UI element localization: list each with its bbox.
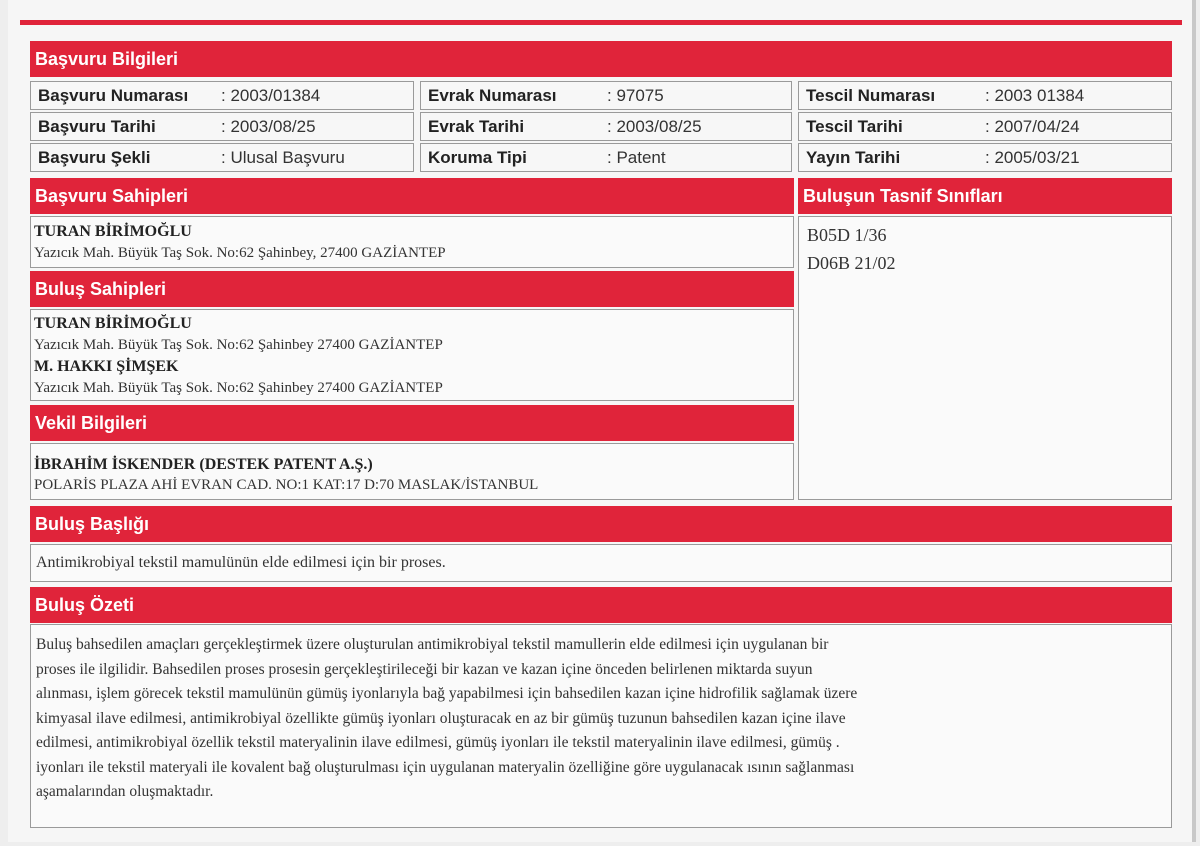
application-info-header: Başvuru Bilgileri <box>30 41 1172 77</box>
field-value: : Ulusal Başvuru <box>221 148 345 167</box>
field-value: : 97075 <box>607 86 664 105</box>
classification-code: B05D 1/36 <box>807 225 887 245</box>
classification-code: D06B 21/02 <box>807 253 896 273</box>
publication-date-row <box>798 143 1172 172</box>
abstract-line: edilmesi, antimikrobiyal özellik tekstil materyalinin ilave edilmesi, gümüş iyonları ile tekstil materyalinin ilave edilmesi, gümüş . <box>36 734 840 751</box>
invention-title-box <box>30 544 1172 582</box>
field-label: Başvuru Tarihi <box>38 117 156 136</box>
abstract-line: proses ile ilgilidir. Bahsedilen proses prosesin gerçekleştirileceği bir kazan ve kazan içine önceden belirlenen miktarda suyun <box>36 660 813 678</box>
applicant-address: Yazıcık Mah. Büyük Taş Sok. No:62 Şahinbey, 27400 GAZİANTEP <box>34 245 446 261</box>
field-value: : 2005/03/21 <box>985 148 1080 167</box>
abstract-line: iyonları ile tekstil materyali ile kovalent bağ oluşturulması için uygulanan materyalin özelliğine göre uygulanacak ısının sağlanması <box>36 758 855 776</box>
inventors-box <box>30 309 794 401</box>
attorney-box <box>30 443 794 500</box>
field-value: : 2003/08/25 <box>221 117 316 136</box>
inventor-address: Yazıcık Mah. Büyük Taş Sok. No:62 Şahinbey 27400 GAZİANTEP <box>34 380 443 396</box>
attorney-header: Vekil Bilgileri <box>30 405 794 441</box>
abstract-box <box>30 624 1172 828</box>
application-date-row <box>30 112 414 141</box>
registration-number-row <box>798 81 1172 110</box>
abstract-line: alınması, işlem görecek tekstil mamulünün gümüş iyonlarıyla bağ yapabilmesi için bahsedilen kazan içine hidrofilik sağlamak üzere <box>36 685 858 702</box>
abstract-line: kimyasal ilave edilmesi, antimikrobiyal özellikte gümüş iyonları oluşturacak en az bir gümüş tuzunun bahsedilen kazan içine ilave <box>36 709 846 727</box>
abstract-text <box>36 633 857 805</box>
inventor-address: Yazıcık Mah. Büyük Taş Sok. No:62 Şahinbey 27400 GAZİANTEP <box>34 337 443 353</box>
abstract-line: Buluş bahsedilen amaçları gerçekleştirmek üzere oluşturulan antimikrobiyal tekstil mamullerin elde edilmesi için uygulanan bir <box>36 636 829 653</box>
field-label: Evrak Numarası <box>428 86 557 105</box>
field-value: : Patent <box>607 148 666 167</box>
attorney-address: POLARİS PLAZA AHİ EVRAN CAD. NO:1 KAT:17 D:70 MASLAK/İSTANBUL <box>34 477 539 493</box>
field-value: : 2003 01384 <box>985 86 1085 105</box>
field-label: Evrak Tarihi <box>428 117 525 136</box>
inventor-name: M. HAKKI ŞİMŞEK <box>34 358 179 375</box>
application-number-row <box>30 81 414 110</box>
protection-type-row <box>420 143 792 172</box>
document-number-row <box>420 81 792 110</box>
field-value: : 2003/01384 <box>221 86 321 105</box>
field-label: Tescil Numarası <box>806 86 936 105</box>
field-value: : 2007/04/24 <box>985 117 1080 136</box>
applicant-name: TURAN BİRİMOĞLU <box>34 223 192 240</box>
inventors-header: Buluş Sahipleri <box>30 271 794 307</box>
invention-title-header: Buluş Başlığı <box>30 506 1172 542</box>
invention-title-text: Antimikrobiyal tekstil mamulünün elde edilmesi için bir proses. <box>36 554 446 571</box>
applicants-header: Başvuru Sahipleri <box>30 178 794 214</box>
attorney-name: İBRAHİM İSKENDER (DESTEK PATENT A.Ş.) <box>34 456 373 473</box>
field-label: Başvuru Numarası <box>38 86 189 105</box>
field-label: Başvuru Şekli <box>38 148 151 167</box>
document-date-row <box>420 112 792 141</box>
field-label: Tescil Tarihi <box>806 117 903 136</box>
classification-header: Buluşun Tasnif Sınıfları <box>798 178 1172 214</box>
applicants-box <box>30 216 794 268</box>
top-rule <box>20 20 1182 25</box>
field-label: Koruma Tipi <box>428 148 527 167</box>
inventor-name: TURAN BİRİMOĞLU <box>34 315 192 332</box>
classification-box <box>798 216 1172 500</box>
field-label: Yayın Tarihi <box>806 148 901 167</box>
field-value: : 2003/08/25 <box>607 117 702 136</box>
abstract-header: Buluş Özeti <box>30 587 1172 623</box>
application-type-row <box>30 143 414 172</box>
abstract-line: aşamalarından oluşmaktadır. <box>36 783 214 800</box>
registration-date-row <box>798 112 1172 141</box>
